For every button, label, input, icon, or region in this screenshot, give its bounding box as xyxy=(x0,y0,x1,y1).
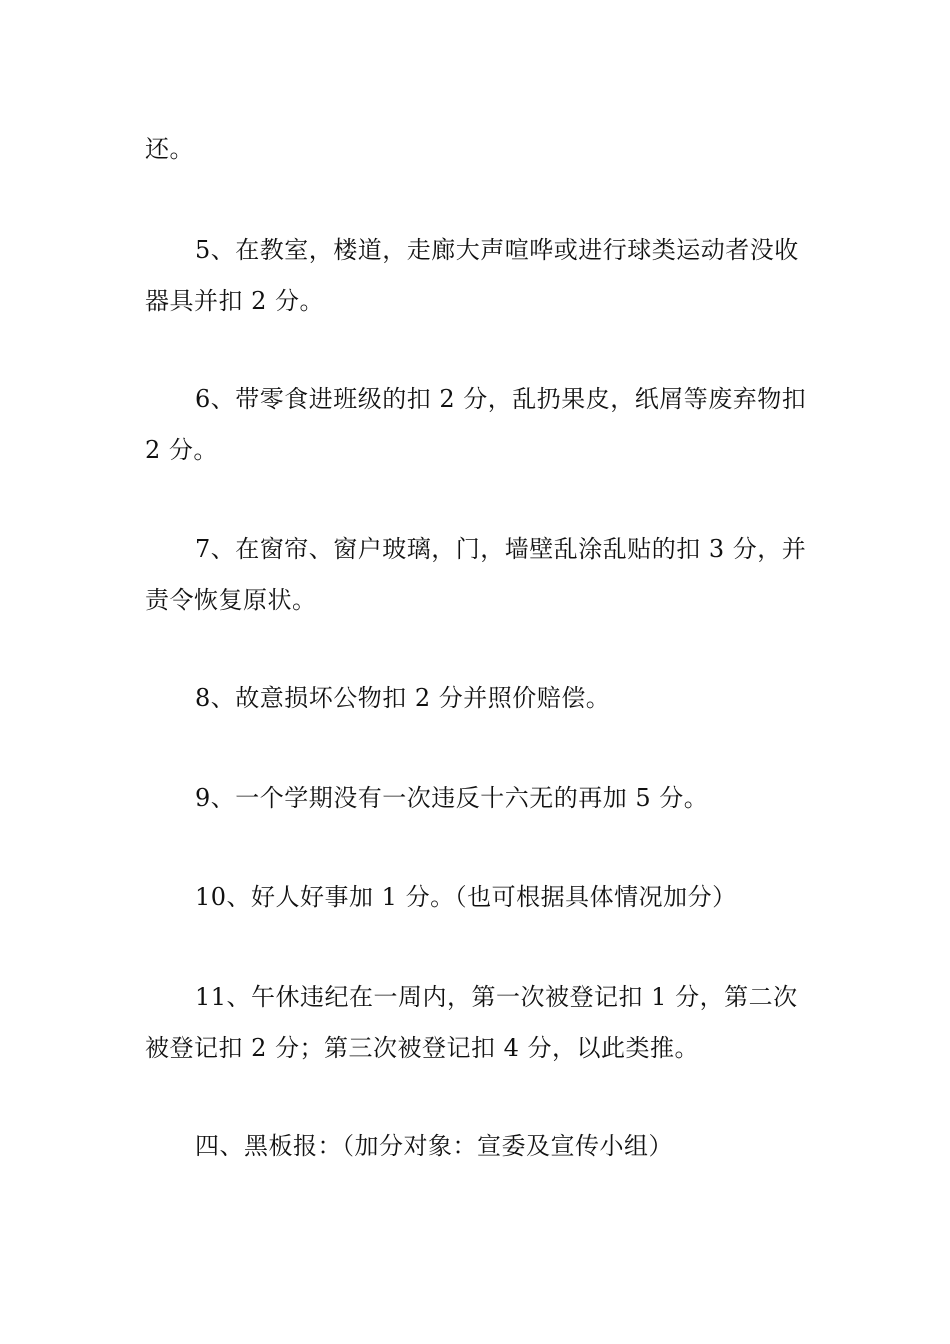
paragraph-rule-7: 7、在窗帘、窗户玻璃，门，墙壁乱涂乱贴的扣 3 分，并责令恢复原状。 xyxy=(145,535,807,614)
paragraph-rule-9: 9、一个学期没有一次违反十六无的再加 5 分。 xyxy=(195,784,709,812)
section-heading-blackboard: 四、黑板报：（加分对象：宣委及宣传小组） xyxy=(195,1132,673,1160)
paragraph-continuation: 还。 xyxy=(145,135,194,163)
paragraph-rule-5: 5、在教室，楼道，走廊大声喧哗或进行球类运动者没收器具并扣 2 分。 xyxy=(145,236,799,315)
paragraph-rule-8: 8、故意损坏公物扣 2 分并照价赔偿。 xyxy=(195,684,611,712)
paragraph-rule-6: 6、带零食进班级的扣 2 分，乱扔果皮，纸屑等废弃物扣 2 分。 xyxy=(145,385,807,464)
paragraph-rule-11: 11、午休违纪在一周内，第一次被登记扣 1 分，第二次被登记扣 2 分；第三次被登记扣 4 分，以此类推。 xyxy=(145,983,798,1062)
paragraph-rule-10: 10、好人好事加 1 分。（也可根据具体情况加分） xyxy=(195,883,737,911)
